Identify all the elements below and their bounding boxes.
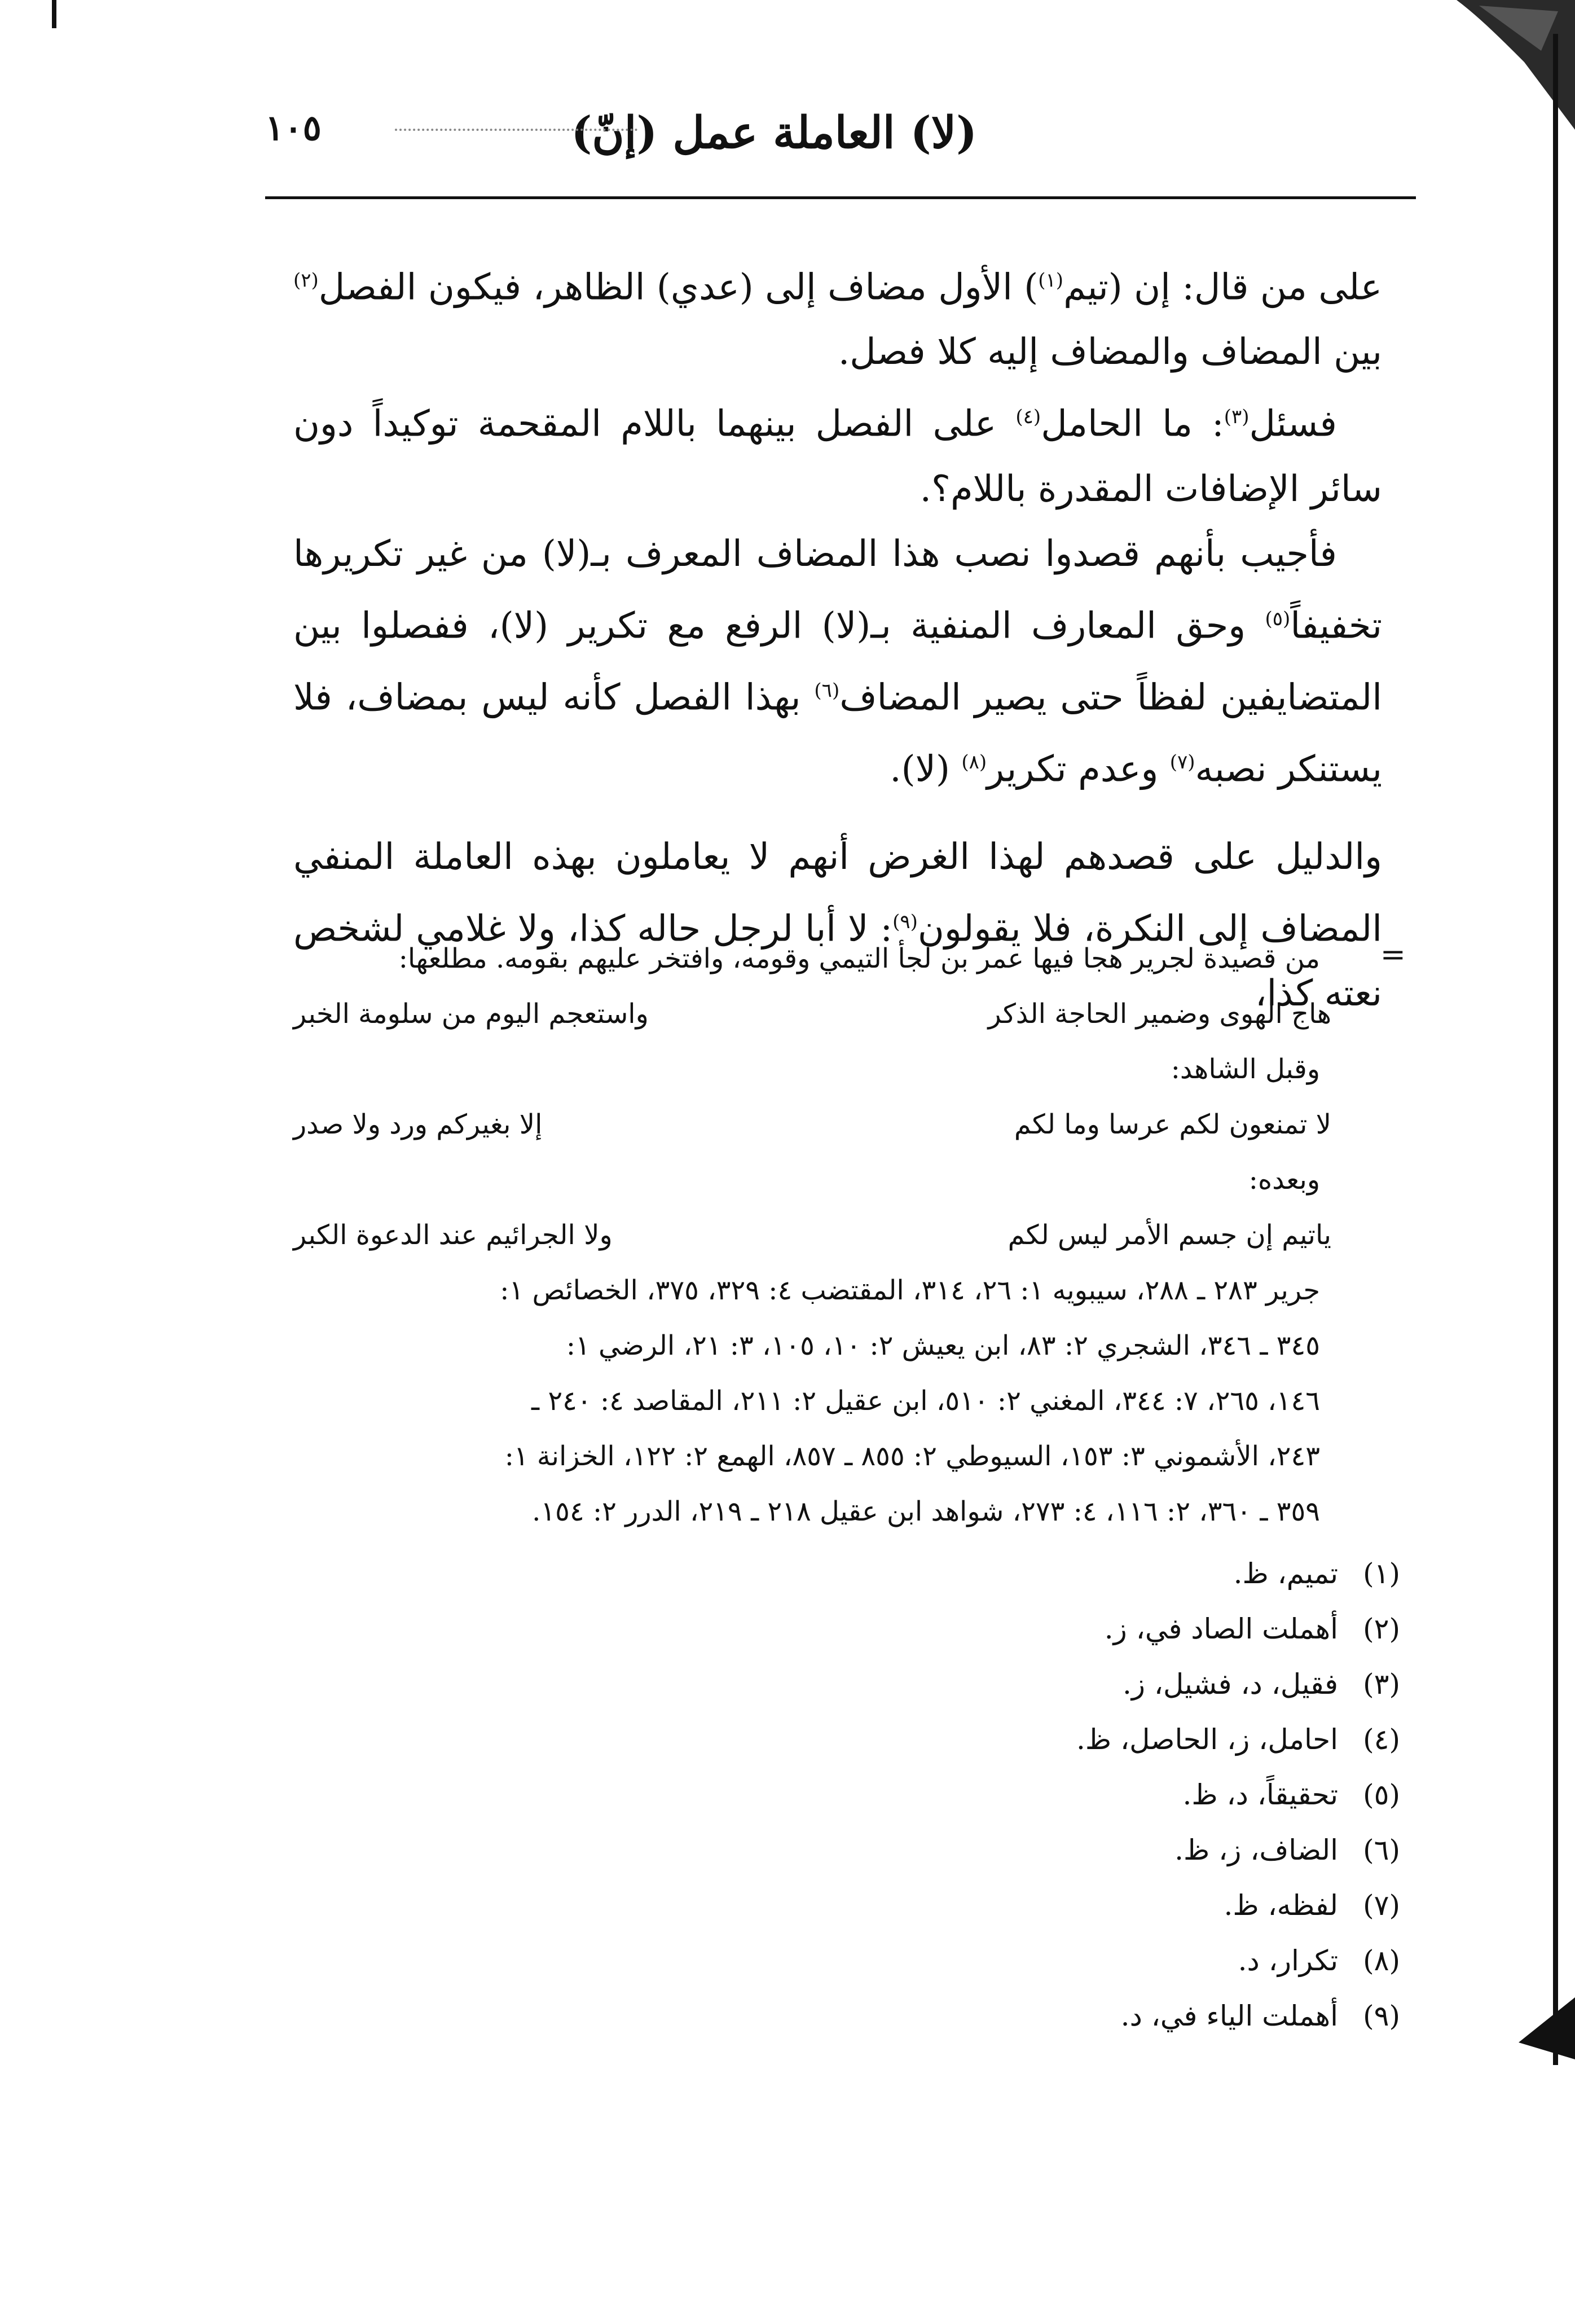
reference-line: جرير ٢٨٣ ـ ٢٨٨، سيبويه ١: ٢٦، ٣١٤، المقتضب ٤: ٣٢٩، ٣٧٥، الخصائص ١: bbox=[500, 1275, 1320, 1306]
scan-mark-top-left bbox=[52, 0, 56, 28]
paragraph-4: والدليل على قصدهم لهذا الغرض أنهم لا يعاملون بهذه العاملة المنفي المضاف إلى النكرة، فلا يقولون$^{(٩)}$: لا أبا لرجل حاله كذا، ولا غلامي لشخص نعته كذا، bbox=[293, 836, 1383, 1014]
right-edge-triangle bbox=[1519, 1997, 1575, 2059]
continuation-mark: = bbox=[1380, 937, 1406, 972]
note-item: (١) تميم، ظ. bbox=[1233, 1557, 1400, 1590]
note-item: (٨) تكرار، د. bbox=[1238, 1944, 1400, 1977]
main-text bbox=[293, 248, 1382, 1026]
reference-line: ٣٤٥ ـ ٣٤٦، الشجري ٢: ٨٣، ابن يعيش ٢: ١٠، ١٠٥، ٣: ٢١، الرضي ١: bbox=[566, 1330, 1320, 1361]
verse-after: ياتيم إن جسم الأمر ليس لكم ولا الجرائيم عند الدعوة الكبر bbox=[293, 1219, 1331, 1251]
verse-before: لا تمنعون لكم عرسا وما لكم إلا بغيركم ورد ولا صدر bbox=[293, 1109, 1331, 1140]
note-ref: (٩) bbox=[892, 910, 918, 933]
note-ref: (١) bbox=[1038, 269, 1064, 292]
footnote-intro: من قصيدة لجرير هجا فيها عمر بن لجأ التيمي وقومه، وافتخر عليهم بقومه. مطلعها: bbox=[398, 943, 1320, 974]
variant-notes bbox=[554, 1546, 1400, 2044]
reference-line: ٢٤٣، الأشموني ٣: ١٥٣، السيوطي ٢: ٨٥٥ ـ ٨٥٧، الهمع ٢: ١٢٢، الخزانة ١: bbox=[504, 1440, 1320, 1472]
note-item: (٣) فقيل، د، فشيل، ز. bbox=[1122, 1668, 1400, 1701]
footnote-continued bbox=[293, 931, 1399, 1539]
note-ref: (٥) bbox=[1265, 607, 1291, 630]
reference-line: ١٤٦، ٢٦٥، ٧: ٣٤٤، المغني ٢: ٥١٠، ابن عقيل ٢: ٢١١، المقاصد ٤: ٢٤٠ ـ bbox=[531, 1385, 1320, 1417]
page-number: ١٠٥ bbox=[265, 107, 322, 148]
reference-line: ٣٥٩ ـ ٣٦٠، ٢: ١١٦، ٤: ٢٧٣، شواهد ابن عقيل ٢١٨ ـ ٢١٩، الدرر ٢: ١٥٤. bbox=[532, 1496, 1320, 1527]
note-item: (٤) احامل، ز، الحاصل، ظ. bbox=[1076, 1723, 1400, 1756]
note-item: (٦) الضاف، ز، ظ. bbox=[1174, 1834, 1400, 1866]
note-item: (٥) تحقيقاً، د، ظ. bbox=[1182, 1778, 1400, 1811]
note-item: (٩) أهملت الياء في، د. bbox=[1120, 2000, 1400, 2032]
paragraph-3: فأجيب بأنهم قصدوا نصب هذا المضاف المعرف بـ(لا) من غير تكريرها تخفيفاً$^{(٥)}$ وحق المعارف المنفية بـ(لا) الرفع مع تكرير (لا)، ففصلوا بين المتضايفين لفظاً حتى يصير المضاف$^{(٦)}$ بهذا الفصل كأنه ليس بمضاف، فلا يستنكر نصبه$^{(٧)}$ وعدم تكرير$^{(٨)}$ (لا). bbox=[293, 533, 1383, 790]
note-ref: (٣) bbox=[1224, 406, 1250, 429]
verse-opening: هاج الهوى وضمير الحاجة الذكر واستعجم اليوم من سلومة الخبر bbox=[293, 998, 1331, 1030]
label-after: وبعده: bbox=[1248, 1164, 1320, 1196]
label-before: وقبل الشاهد: bbox=[1171, 1053, 1320, 1085]
note-item: (٧) لفظه، ظ. bbox=[1224, 1889, 1400, 1922]
header-dotted-leader bbox=[395, 129, 637, 131]
note-ref: (٦) bbox=[814, 679, 840, 702]
note-ref: (٧) bbox=[1169, 751, 1195, 774]
note-ref: (٤) bbox=[1015, 406, 1041, 429]
paragraph-2: فسئل$^{(٣)}$: ما الحامل$^{(٤)}$ على الفصل بينهما باللام المقحمة توكيداً دون سائر الإضافات المقدرة باللام؟. bbox=[293, 403, 1382, 510]
running-header-title: (لا) العاملة عمل (إنّ) bbox=[571, 107, 977, 159]
right-edge-bar bbox=[1553, 34, 1558, 2065]
header-rule bbox=[265, 196, 1416, 199]
paragraph-1: على من قال: إن (تيم$^{(١)}$) الأول مضاف إلى (عدي) الظاهر، فيكون الفصل$^{(٢)}$ بين المضاف والمضاف إليه كلا فصل. bbox=[293, 266, 1383, 374]
note-item: (٢) أهملت الصاد في، ز. bbox=[1104, 1613, 1400, 1645]
note-ref: (٨) bbox=[961, 751, 987, 774]
note-ref: (٢) bbox=[293, 269, 319, 292]
